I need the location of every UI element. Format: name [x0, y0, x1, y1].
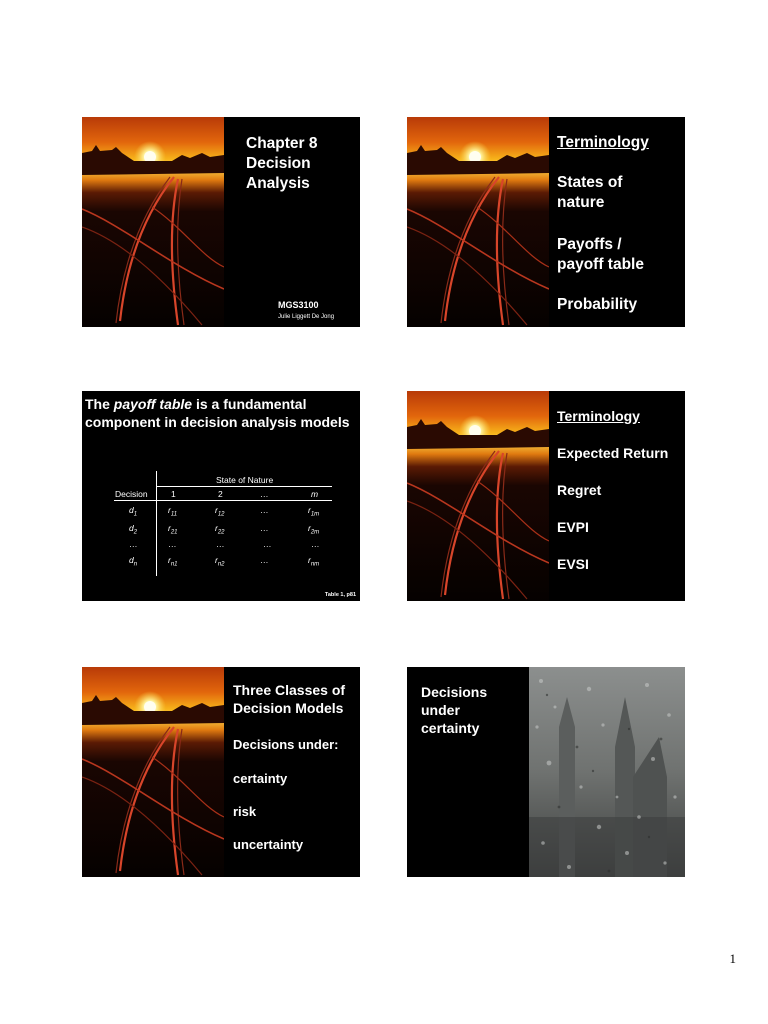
table-cell: …: [260, 523, 269, 533]
column-header: 2: [218, 489, 223, 499]
slide-three-classes: [82, 667, 360, 877]
table-cell: $r_{nm}$: [308, 555, 320, 568]
table-cell: $r_{12}$: [215, 505, 225, 518]
table-cell: …: [168, 539, 177, 549]
term-item: Expected Return: [557, 445, 669, 461]
table-cell: $r_{11}$: [168, 505, 178, 518]
table-cell: …: [263, 539, 272, 549]
slide-chapter-title: [82, 117, 360, 327]
table-group-rule: [156, 486, 332, 487]
table-caption: Table 1, p81: [324, 592, 356, 598]
class-item: uncertainty: [233, 837, 304, 852]
slide-title: Chapter 8 Decision Analysis: [246, 135, 318, 192]
table-cell: …: [311, 539, 320, 549]
term-item: States of nature: [557, 174, 623, 211]
column-header: …: [260, 489, 269, 499]
table-cell: $r_{22}$: [215, 523, 225, 536]
sunset-railroad-photo: [407, 117, 549, 327]
author-name: Julie Liggett De Jong: [278, 314, 335, 320]
slide-terminology-2: [407, 391, 685, 601]
slide-title: The payoff table is a fundamental component in decision analysis models: [85, 396, 350, 430]
sunset-railroad-photo: [82, 117, 224, 327]
sunset-railroad-photo: [82, 667, 224, 877]
slide-heading: Terminology: [557, 408, 640, 424]
sunset-railroad-photo: [407, 391, 549, 601]
class-item: certainty: [233, 771, 288, 786]
row-label: $d_2$: [129, 523, 138, 536]
class-item: risk: [233, 804, 257, 819]
term-item: EVPI: [557, 519, 589, 535]
column-header: m: [311, 489, 319, 499]
slide-heading: Terminology: [557, 134, 649, 151]
table-cell: $r_{21}$: [168, 523, 178, 536]
row-label: $d_1$: [129, 505, 138, 518]
table-cell: $r_{1m}$: [308, 505, 320, 518]
row-label: …: [129, 539, 138, 549]
table-cell: $r_{2m}$: [308, 523, 320, 536]
rainy-city-window-photo: [529, 667, 685, 877]
table-cell: …: [260, 555, 269, 565]
table-cell: …: [260, 505, 269, 515]
table-cell: $r_{n2}$: [215, 555, 225, 568]
slide-subtitle: Decisions under:: [233, 737, 339, 752]
table-header-rule: [114, 500, 332, 501]
table-cell: …: [216, 539, 225, 549]
column-header: 1: [171, 489, 176, 499]
course-code: MGS3100: [278, 300, 319, 310]
term-item: Probability: [557, 296, 638, 313]
slide-decisions-certainty: [407, 667, 685, 877]
term-item: Regret: [557, 482, 602, 498]
group-header: State of Nature: [216, 475, 274, 485]
payoff-table: [82, 471, 360, 581]
term-item: EVSI: [557, 556, 589, 572]
slide-payoff-table: [82, 391, 360, 601]
term-item: Payoffs / payoff table: [557, 236, 644, 273]
slide-title: Decisions under certainty: [421, 684, 488, 736]
table-cell: $r_{n1}$: [168, 555, 178, 568]
slide-terminology-1: [407, 117, 685, 327]
page-number: 1: [729, 951, 736, 966]
row-label: $d_n$: [129, 555, 138, 568]
column-header-decision: Decision: [115, 489, 148, 499]
slide-title: Three Classes of Decision Models: [233, 682, 346, 716]
